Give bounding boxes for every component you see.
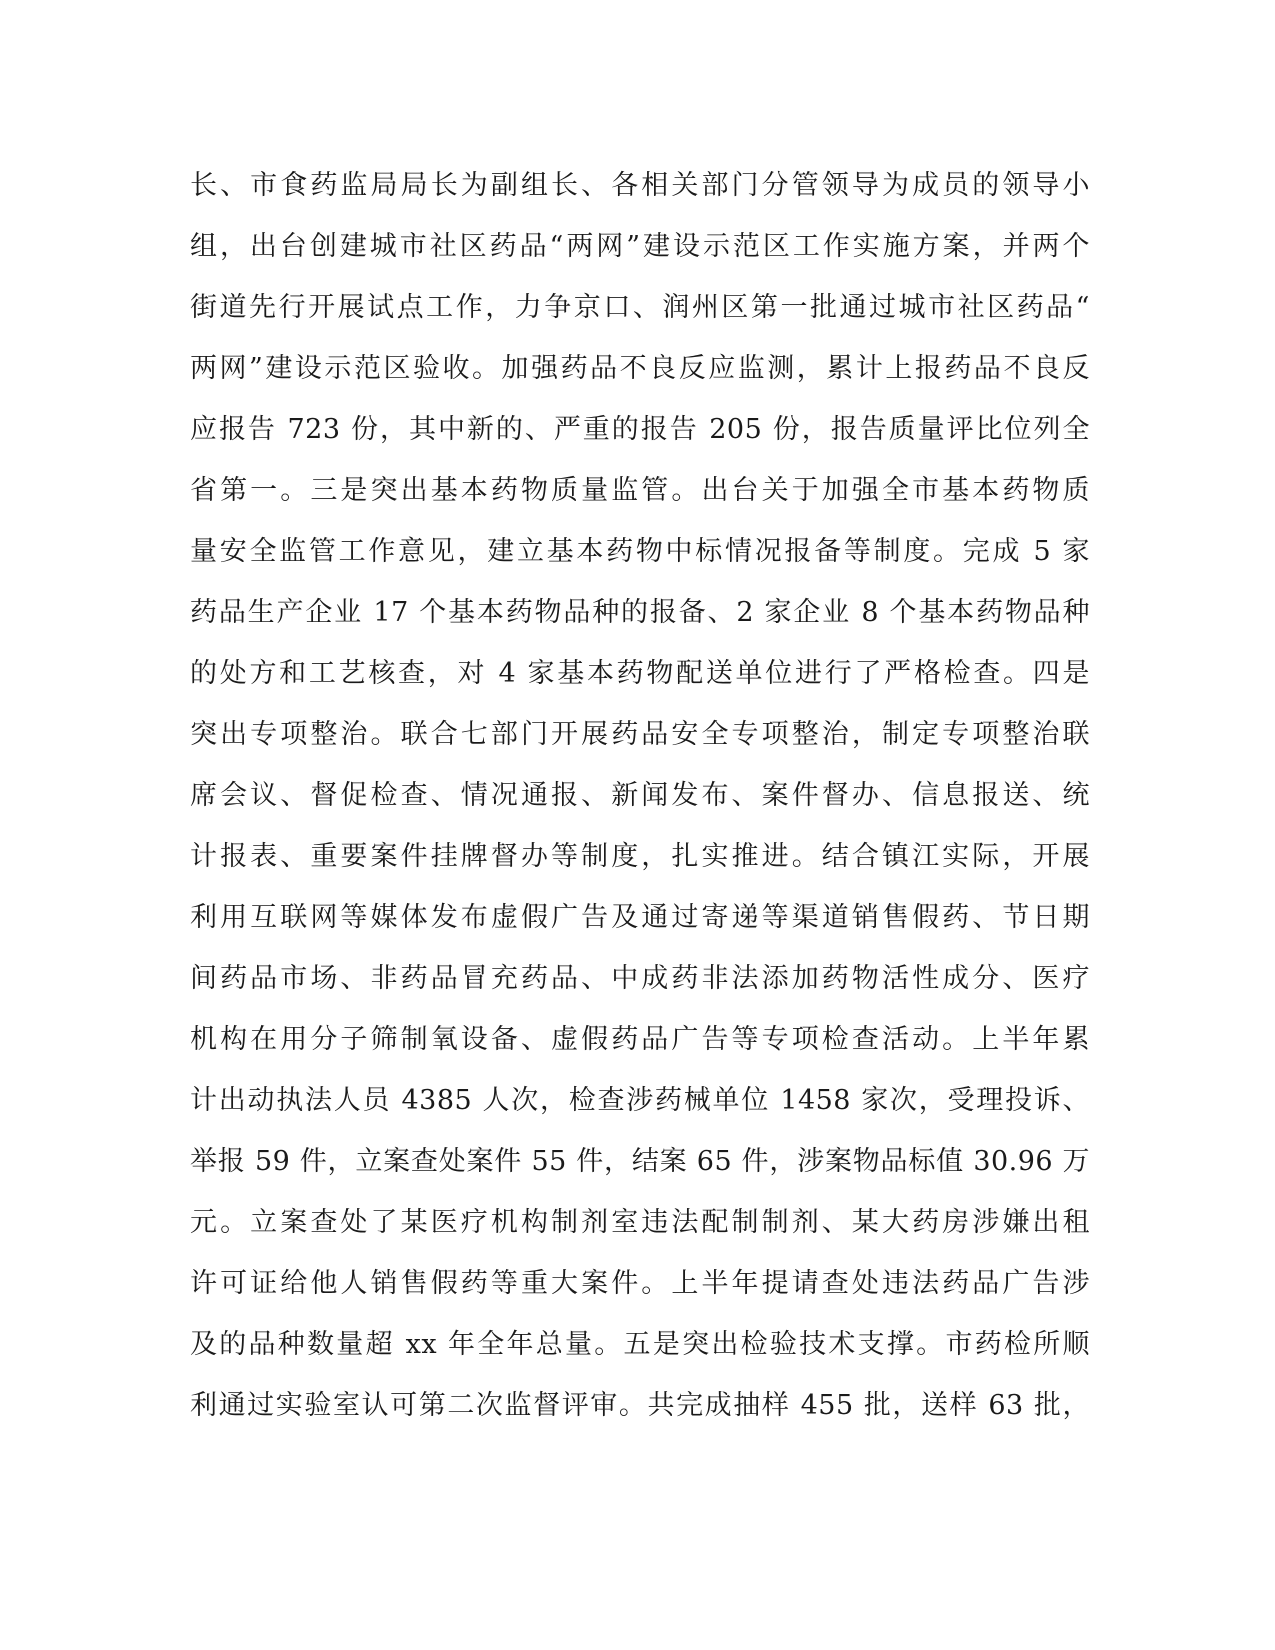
text-line: 计出动执法人员 4385 人次，检查涉药械单位 1458 家次，受理投诉、 [190,1085,1090,1116]
text-line: 机构在用分子筛制氧设备、虚假药品广告等专项检查活动。上半年累 [190,1024,1090,1055]
text-line: 省第一。三是突出基本药物质量监管。出台关于加强全市基本药物质 [190,475,1090,506]
text-line: 的处方和工艺核查，对 4 家基本药物配送单位进行了严格检查。四是 [190,658,1090,689]
text-line: 长、市食药监局局长为副组长、各相关部门分管领导为成员的领导小 [190,170,1090,201]
text-line: 及的品种数量超 xx 年全年总量。五是突出检验技术支撑。市药检所顺 [190,1329,1090,1360]
text-line: 许可证给他人销售假药等重大案件。上半年提请查处违法药品广告涉 [190,1268,1090,1299]
text-line: 元。立案查处了某医疗机构制剂室违法配制制剂、某大药房涉嫌出租 [190,1207,1090,1238]
text-line: 计报表、重要案件挂牌督办等制度，扎实推进。结合镇江实际，开展 [190,841,1090,872]
text-line: 街道先行开展试点工作，力争京口、润州区第一批通过城市社区药品“ [190,292,1090,323]
text-line: 举报 59 件，立案查处案件 55 件，结案 65 件，涉案物品标值 30.96 万 [190,1146,1090,1177]
text-line: 突出专项整治。联合七部门开展药品安全专项整治，制定专项整治联 [190,719,1090,750]
text-line: 利通过实验室认可第二次监督评审。共完成抽样 455 批，送样 63 批， [190,1390,1090,1421]
text-line: 间药品市场、非药品冒充药品、中成药非法添加药物活性成分、医疗 [190,963,1090,994]
text-line: 应报告 723 份，其中新的、严重的报告 205 份，报告质量评比位列全 [190,414,1090,445]
text-line: 席会议、督促检查、情况通报、新闻发布、案件督办、信息报送、统 [190,780,1090,811]
text-line: 量安全监管工作意见，建立基本药物中标情况报备等制度。完成 5 家 [190,536,1090,567]
text-line: 两网”建设示范区验收。加强药品不良反应监测，累计上报药品不良反 [190,353,1090,384]
text-line: 药品生产企业 17 个基本药物品种的报备、2 家企业 8 个基本药物品种 [190,597,1090,628]
text-line: 组，出台创建城市社区药品“两网”建设示范区工作实施方案，并两个 [190,231,1090,262]
body-text [190,155,1090,1436]
text-line: 利用互联网等媒体发布虚假广告及通过寄递等渠道销售假药、节日期 [190,902,1090,933]
